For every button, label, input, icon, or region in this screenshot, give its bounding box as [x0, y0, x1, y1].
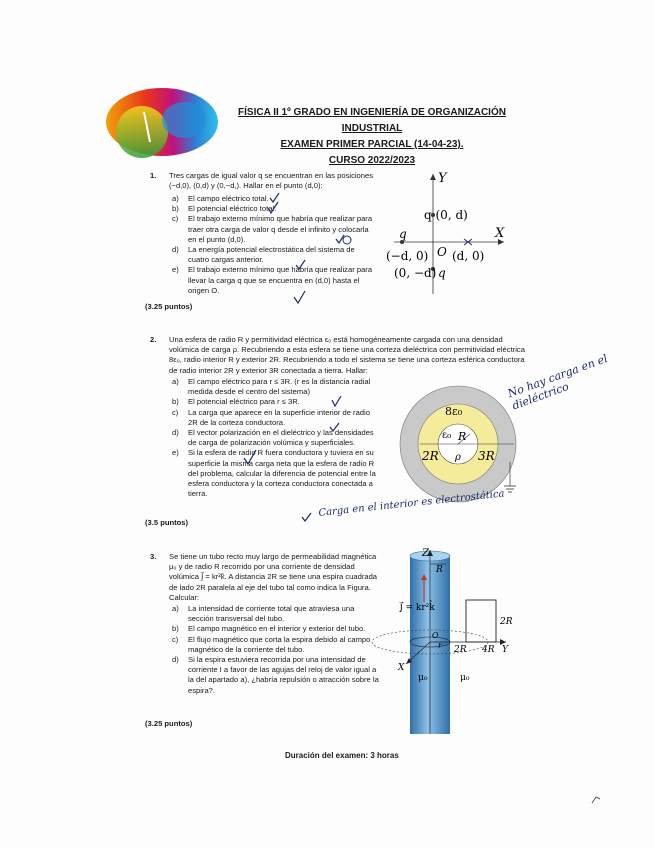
axis-z-label: Z: [422, 548, 429, 559]
label-left: (−d, 0): [386, 249, 429, 263]
item-d: d) La energía potencial electrostática del sistema de cuatro cargas anterior.: [172, 245, 355, 265]
label-right: (d, 0): [452, 249, 485, 263]
item-e: e) Si la esfera de radio R fuera conductora y tuviera en su superficie la misma carga neta que la esfera de radio R del problema, calcular la diferencia de potencial entre la esfera conductora y la corteza conductora conectada a tierra.: [172, 448, 376, 499]
label-bottom: (0, −d): [394, 266, 437, 280]
charges-diagram: [386, 170, 510, 298]
axis-y-label: Y: [502, 645, 508, 655]
item-b: b) El campo magnético en el interior y exterior del tubo.: [172, 624, 366, 634]
item-a: a) El campo eléctrico total.: [172, 194, 269, 203]
header-course: FÍSICA II 1º GRADO EN INGENIERÍA DE ORGANIZACIÓN INDUSTRIAL: [238, 107, 506, 134]
item-a: a) El campo eléctrico para r ≤ 3R. (r es la distancia radial medida desde el centro del sistema): [172, 377, 371, 397]
label-3R: 3R: [478, 449, 495, 463]
label-R: R: [436, 565, 443, 575]
points-q3: (3.25 puntos): [145, 719, 193, 728]
label-side-2R: 2R: [500, 617, 513, 627]
item-c: c) La carga que aparece en la superficie interior de radio 2R de la corteza conductora.: [172, 407, 370, 427]
label-dist-2R: 2R: [454, 645, 467, 655]
tube-diagram: [366, 548, 516, 736]
points-q2: (3.5 puntos): [145, 518, 189, 527]
handwritten-note-dielectric: No hay carga en el dieléctrico: [506, 351, 610, 413]
handwritten-note-charge: Carga en el interior es electrostática: [318, 488, 506, 519]
label-origin: O: [432, 631, 439, 640]
question-items: [172, 194, 376, 296]
label-eps0: ε₀: [442, 430, 452, 441]
exam-header: [222, 105, 522, 169]
item-d: d) El vector polarización en el dieléctrico y las densidades de carga de polarización volúmica y superficiales.: [172, 428, 374, 448]
header-exam: EXAMEN PRIMER PARCIAL (14-04-23).: [280, 139, 464, 150]
label-R: R: [458, 430, 467, 443]
points-q1: (3.25 puntos): [145, 302, 193, 311]
question-items: [172, 377, 376, 499]
label-mu-outside: μ₀: [460, 673, 470, 683]
item-c: c) El flujo magnético que corta la espira debido al campo magnético de la corriente del tubo.: [172, 634, 371, 654]
pen-stroke-icon: [592, 797, 600, 803]
axis-y-label: Y: [438, 171, 447, 186]
label-left-q: q: [399, 227, 407, 241]
item-e: e) El trabajo externo mínimo que habría que realizar para llevar la carga q que se encuentra en (d,0) hasta el origen O.: [172, 265, 373, 295]
question-number: 1.: [150, 171, 157, 180]
item-d: d) Si la espira estuviera recorrida por una intensidad de corriente I a favor de las agujas del reloj de valor igual a la del apartado a), ¿habría repulsión o atracción sobre la espira?.: [172, 655, 379, 695]
label-J: J⃗ = kr²k̂: [400, 603, 435, 613]
question-items: [172, 604, 380, 696]
question-stem: Una esfera de radio R y permitividad eléctrica ε₀ está homogéneamente cargada con una densidad volúmica de carga ρ. Recubriendo a esta esfera se tiene una corteza dieléctrica con permitividad eléctrica 8ε₀, radio interior R y exterior 2R. Recubriendo a todo el sistema se tiene una corteza esférica conductora de radio interior 2R y exterior 3R conectada a tierra. Hallar:: [169, 335, 525, 375]
square-loop: [466, 600, 496, 642]
label-2R: 2R: [422, 449, 439, 463]
label-4R: 4R: [482, 645, 495, 655]
item-c: c) El trabajo externo mínimo que habría que realizar para traer otra carga de valor q desde el infinito y colocarla en el punto (d,0).: [172, 214, 373, 244]
checkmark-icon: [302, 513, 311, 521]
question-stem: Tres cargas de igual valor q se encuentran en las posiciones (−d,0), (0,d) y (0,−d,). Hallar en el punto (d,0):: [169, 171, 374, 191]
label-bottom-q: q: [438, 266, 446, 280]
item-a: a) La intensidad de corriente total que atraviesa una sección transversal del tubo.: [172, 604, 355, 624]
label-rho: ρ: [455, 452, 461, 463]
university-logo-icon: [104, 82, 220, 164]
header-year: CURSO 2022/2023: [328, 155, 416, 166]
question-number: 3.: [150, 552, 157, 561]
question-number: 2.: [150, 335, 157, 344]
label-mu-inside: μ₀: [418, 673, 428, 683]
exam-duration: Duración del examen: 3 horas: [285, 751, 399, 760]
item-b: b) El potencial eléctrico para r ≤ 3R.: [172, 397, 300, 407]
item-b: b) El potencial eléctrico total.: [172, 204, 277, 214]
axis-x-label: X: [398, 663, 405, 673]
label-r: r: [438, 641, 442, 650]
label-top: q (0, d): [424, 208, 468, 222]
axis-x-label: X: [495, 226, 505, 241]
question-stem: Se tiene un tubo recto muy largo de permeabilidad magnética μ₀ y de radio R recorrido por una corriente de densidad volúmica J⃗ = kr²k̂. A distancia 2R se tiene una espira cuadrada de lado 2R paralela al eje del tubo tal como indica la Figura. Calcular:: [169, 552, 378, 602]
label-origin: O: [437, 245, 447, 259]
label-8eps0: 8ε₀: [445, 405, 463, 418]
